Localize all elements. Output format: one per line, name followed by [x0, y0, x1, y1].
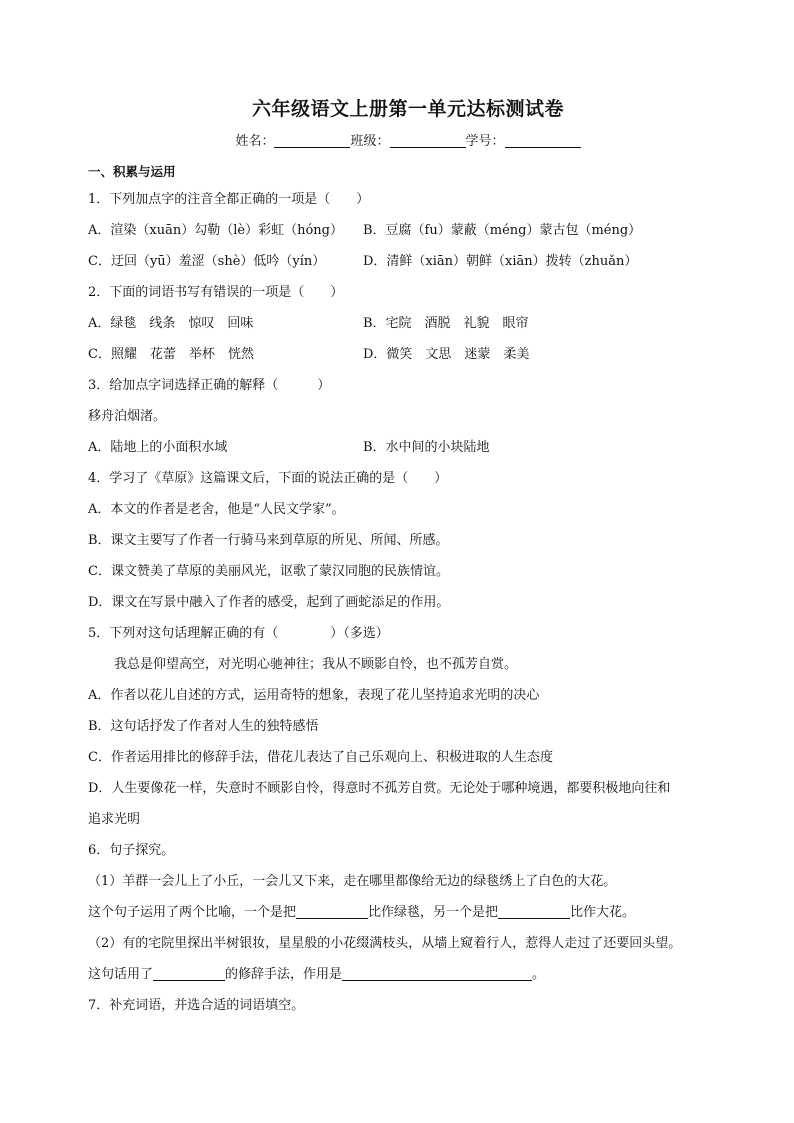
q2-option-b[interactable]: B．宅院 酒脱 礼貌 眼帘	[363, 316, 529, 331]
question-5-quote: 我总是仰望高空，对光明心驰神往；我从不顾影自怜，也不孤芳自赏。	[114, 657, 518, 672]
question-2-options-row-1	[88, 308, 728, 339]
q4-option-c[interactable]: C．课文赞美了草原的美丽风光，讴歌了蒙汉同胞的民族情谊。	[88, 564, 449, 579]
q3-option-a[interactable]: A．陆地上的小面积水域	[88, 440, 228, 455]
q3-option-b[interactable]: B．水中间的小块陆地	[363, 440, 490, 455]
question-4-stem: 4．学习了《草原》这篇课文后，下面的说法正确的是（ ）	[88, 471, 448, 486]
question-3-stem: 3．给加点字词选择正确的解释（ ）	[88, 378, 331, 393]
q6-s2-fill-text-a: 这句话用了	[88, 967, 154, 982]
exam-page	[88, 96, 728, 1021]
q6-s1-fill-text-a: 这个句子运用了两个比喻，一个是把	[88, 905, 297, 920]
question-6-stem: 6．句子探究。	[88, 843, 175, 858]
q6-s2-blank-1[interactable]	[153, 966, 225, 981]
q6-sentence-2-fill	[88, 959, 728, 990]
q6-sentence-1-fill	[88, 897, 728, 928]
q1-option-b[interactable]: B．豆腐（fu）蒙蔽（méng）蒙古包（méng）	[363, 223, 642, 238]
name-label: 姓名：	[235, 134, 275, 149]
q4-option-a[interactable]: A．本文的作者是老舍，他是“人民文学家”。	[88, 502, 345, 517]
q1-option-a[interactable]: A．渲染（xuān）勾勒（lè）彩虹（hóng）	[88, 223, 343, 238]
q1-option-c[interactable]: C．迂回（yū）羞涩（shè）低吟（yín）	[88, 254, 326, 269]
q2-option-d[interactable]: D．微笑 文思 迷蒙 柔美	[363, 347, 530, 362]
q2-option-c[interactable]: C．照耀 花蕾 举杯 恍然	[88, 347, 254, 362]
question-2-stem: 2．下面的词语书写有错误的一项是（ ）	[88, 285, 344, 300]
q2-option-a[interactable]: A．绿毯 线条 惊叹 回味	[88, 316, 254, 331]
q6-s1-fill-text-b: 比作绿毯，另一个是把	[368, 905, 499, 920]
q4-option-d[interactable]: D．课文在写景中融入了作者的感受，起到了画蛇添足的作用。	[88, 595, 450, 610]
q6-s2-fill-text-c: 。	[532, 967, 546, 982]
question-5-stem: 5．下列对这句话理解正确的有（ ）（多选）	[88, 626, 389, 641]
question-3-options-row	[88, 432, 728, 463]
question-1-stem: 1．下列加点字的注音全都正确的一项是（ ）	[88, 192, 370, 207]
exam-title: 六年级语文上册第一单元达标测试卷	[251, 98, 564, 120]
q6-s1-blank-2[interactable]	[498, 904, 570, 919]
q5-option-b[interactable]: B．这句话抒发了作者对人生的独特感悟	[88, 719, 319, 734]
q6-s2-blank-2[interactable]	[342, 966, 532, 981]
q4-option-b[interactable]: B．课文主要写了作者一行骑马来到草原的所见、所闻、所感。	[88, 533, 449, 548]
question-1-options-row-1	[88, 215, 728, 246]
question-2-options-row-2	[88, 339, 728, 370]
q6-s2-fill-text-b: 的修辞手法，作用是	[225, 967, 343, 982]
q5-option-d-continued: 追求光明	[88, 812, 141, 827]
q5-option-c[interactable]: C．作者运用排比的修辞手法，借花儿表达了自己乐观向上、积极进取的人生态度	[88, 750, 553, 765]
class-blank[interactable]	[390, 133, 466, 148]
question-3-text: 移舟泊烟渚。	[88, 409, 167, 424]
question-7-stem: 7．补充词语，并选合适的词语填空。	[88, 998, 305, 1013]
id-blank[interactable]	[505, 133, 581, 148]
q1-option-d[interactable]: D．清鲜（xiān）朝鲜（xiān）拨转（zhuǎn）	[363, 254, 638, 269]
q5-option-d[interactable]: D．人生要像花一样，失意时不顾影自怜，得意时不孤芳自赏。无论处于哪种境遇，都要积极地向往和	[88, 781, 671, 796]
question-1-options-row-2	[88, 246, 728, 277]
id-label: 学号：	[465, 134, 505, 149]
q5-option-a[interactable]: A．作者以花儿自述的方式，运用奇特的想象，表现了花儿坚持追求光明的决心	[88, 688, 540, 703]
section-heading: 一、积累与运用	[88, 164, 176, 179]
q6-sentence-1: （1）羊群一会儿上了小丘，一会儿又下来，走在哪里都像给无边的绿毯绣上了白色的大花。	[88, 874, 617, 889]
q6-s1-blank-1[interactable]	[296, 904, 368, 919]
q6-sentence-2: （2）有的宅院里探出半树银妆，星星般的小花缀满枝头，从墙上窥着行人，惹得人走过了还要回头望。	[88, 936, 682, 951]
class-label: 班级：	[350, 134, 390, 149]
q6-s1-fill-text-c: 比作大花。	[570, 905, 636, 920]
student-info-row	[88, 130, 728, 154]
name-blank[interactable]	[274, 133, 350, 148]
